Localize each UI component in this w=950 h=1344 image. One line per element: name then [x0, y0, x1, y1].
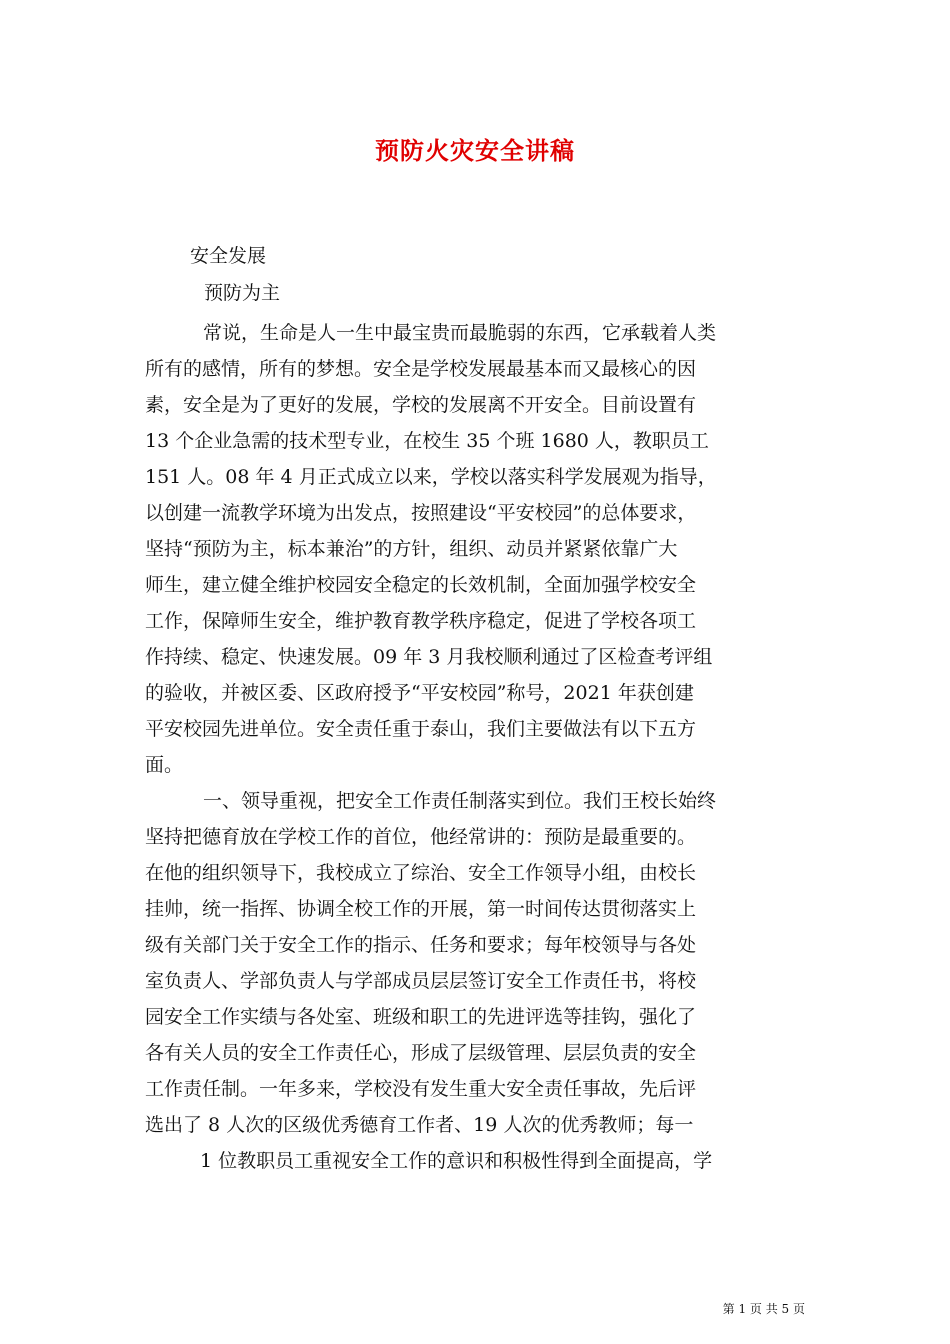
text-line: 1 位教职员工重视安全工作的意识和积极性得到全面提高，学	[200, 1150, 713, 1172]
page-number: 第 1 页 共 5 页	[722, 1302, 805, 1316]
paragraph-1	[145, 315, 817, 783]
subhead-development: 安全发展	[190, 245, 267, 267]
document-body	[145, 315, 817, 1179]
text-line: 工作，保障师生安全，维护教育教学秩序稳定，促进了学校各项工	[145, 610, 697, 632]
text-line: 级有关部门关于安全工作的指示、任务和要求；每年校领导与各处	[145, 934, 697, 956]
text-line: 13 个企业急需的技术型专业，在校生 35 个班 1680 人，教职员工	[145, 430, 709, 452]
document-title: 预防火灾安全讲稿	[375, 136, 575, 165]
text-line: 的验收，并被区委、区政府授予“平安校园”称号，2021 年获创建	[145, 682, 694, 704]
paragraph-3	[145, 1143, 817, 1179]
text-line: 作持续、稳定、快速发展。09 年 3 月我校顺利通过了区检查考评组	[145, 646, 713, 668]
text-line: 平安校园先进单位。安全责任重于泰山，我们主要做法有以下五方	[145, 718, 697, 740]
text-line: 园安全工作实绩与各处室、班级和职工的先进评选等挂钩，强化了	[145, 1006, 697, 1028]
text-line: 坚持“预防为主，标本兼治”的方针，组织、动员并紧紧依靠广大	[145, 538, 678, 560]
text-line: 师生，建立健全维护校园安全稳定的长效机制，全面加强学校安全	[145, 574, 697, 596]
text-line: 素，安全是为了更好的发展，学校的发展离不开安全。目前设置有	[145, 394, 697, 416]
paragraph-2	[145, 783, 817, 1143]
text-line: 室负责人、学部负责人与学部成员层层签订安全工作责任书，将校	[145, 970, 697, 992]
text-line: 各有关人员的安全工作责任心，形成了层级管理、层层负责的安全	[145, 1042, 697, 1064]
text-line: 一、领导重视，把安全工作责任制落实到位。我们王校长始终	[203, 790, 717, 812]
text-line: 选出了 8 人次的区级优秀德育工作者、19 人次的优秀教师；每一	[145, 1114, 694, 1136]
text-line: 以创建一流教学环境为出发点，按照建设“平安校园”的总体要求，	[145, 502, 697, 524]
text-line: 151 人。08 年 4 月正式成立以来，学校以落实科学发展观为指导，	[145, 466, 717, 488]
text-line: 在他的组织领导下，我校成立了综治、安全工作领导小组，由校长	[145, 862, 697, 884]
text-line: 挂帅，统一指挥、协调全校工作的开展，第一时间传达贯彻落实上	[145, 898, 697, 920]
text-line: 面。	[145, 754, 184, 776]
text-line: 工作责任制。一年多来，学校没有发生重大安全责任事故，先后评	[145, 1078, 697, 1100]
text-line: 常说，生命是人一生中最宝贵而最脆弱的东西，它承载着人类	[203, 322, 717, 344]
text-line: 所有的感情，所有的梦想。安全是学校发展最基本而又最核心的因	[145, 358, 697, 380]
text-line: 坚持把德育放在学校工作的首位，他经常讲的：预防是最重要的。	[145, 826, 697, 848]
subhead-prevention: 预防为主	[204, 282, 281, 304]
